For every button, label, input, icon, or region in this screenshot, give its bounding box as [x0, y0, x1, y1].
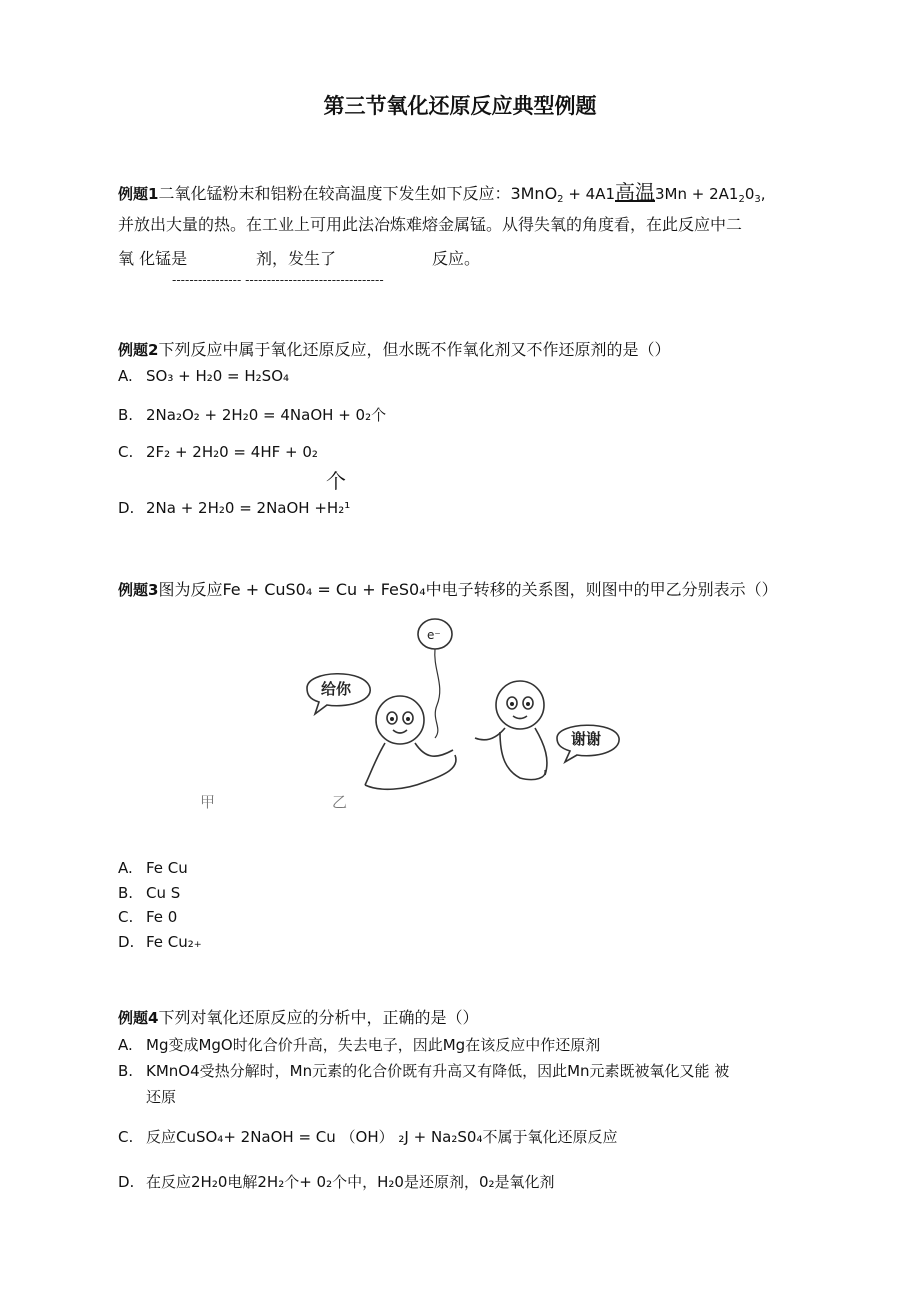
- question-1-line-3b: 剂，发生了: [256, 249, 337, 268]
- label-jia: 甲: [200, 793, 216, 811]
- q3-option-c-text: Fe 0: [146, 908, 178, 926]
- question-1-label: 例题1: [118, 185, 159, 203]
- q2-option-c-letter: C.: [118, 443, 134, 461]
- q2-option-c-arrow: 个: [326, 469, 346, 493]
- question-1-line-1: 例题1二氧化锰粉末和铝粉在较高温度下发生如下反应：3MnO$_2$ + 4A1高温$3Mn + 2A1_20_3$,: [118, 180, 766, 205]
- q4-option-a-letter: A.: [118, 1036, 133, 1054]
- q2-option-c-text: 2F₂ + 2H₂0 = 4HF + 0₂: [146, 443, 318, 461]
- q3-option-c-letter: C.: [118, 908, 134, 926]
- page-title: 第三节氧化还原反应典型例题: [323, 94, 597, 118]
- electron-transfer-illustration: [295, 610, 625, 795]
- label-yi: 乙: [332, 793, 348, 811]
- q3-option-b-text: Cu S: [146, 884, 181, 902]
- q4-option-b-text-cont: 还原: [146, 1088, 177, 1106]
- question-1-line-3a: 氧 化锰是: [118, 249, 188, 268]
- q2-option-b-text: 2Na₂O₂ + 2H₂0 = 4NaOH + 0₂个: [146, 406, 387, 424]
- question-1-line-2: 并放出大量的热。在工业上可用此法冶炼难熔金属锰。从得失氧的角度看，在此反应中二: [118, 215, 743, 234]
- answer-blanks: ---------------- --------------------------------: [172, 273, 384, 287]
- question-4-stem: 例题4下列对氧化还原反应的分析中，正确的是（）: [118, 1008, 479, 1027]
- question-2-stem: 例题2下列反应中属于氧化还原反应，但水既不作氧化剂又不作还原剂的是（）: [118, 340, 671, 359]
- question-2-label: 例题2: [118, 341, 159, 359]
- q2-option-a-text: SO₃ + H₂0 = H₂SO₄: [146, 367, 290, 385]
- q4-option-d-text: 在反应2H₂0电解2H₂个+ 0₂个中，H₂0是还原剂，0₂是氧化剂: [146, 1173, 555, 1191]
- question-1-line-3c: 反应。: [432, 249, 481, 268]
- q2-option-b-letter: B.: [118, 406, 134, 424]
- q3-option-d-letter: D.: [118, 933, 135, 951]
- bubble-right-text: 谢谢: [571, 730, 602, 748]
- q4-option-c-text: 反应CuSO₄+ 2NaOH = Cu （OH） ₂J + Na₂S0₄不属于氧化还原反应: [146, 1128, 618, 1146]
- q2-option-d-text: 2Na + 2H₂0 = 2NaOH +H₂¹: [146, 499, 351, 517]
- q3-option-a-text: Fe Cu: [146, 859, 188, 877]
- q3-option-b-letter: B.: [118, 884, 134, 902]
- question-4-label: 例题4: [118, 1009, 159, 1027]
- q3-option-a-letter: A.: [118, 859, 133, 877]
- question-3-stem: 例题3图为反应Fe + CuS0₄ = Cu + FeS0₄中电子转移的关系图，则图中的甲乙分别表示（）: [118, 580, 778, 599]
- balloon-label: e⁻: [427, 628, 441, 642]
- q4-option-d-letter: D.: [118, 1173, 135, 1191]
- q3-option-d-text: Fe Cu₂₊: [146, 933, 202, 951]
- bubble-left-text: 给你: [321, 680, 352, 698]
- q4-option-b-letter: B.: [118, 1062, 134, 1080]
- q4-option-c-letter: C.: [118, 1128, 134, 1146]
- q4-option-b-text: KMnO4受热分解时，Mn元素的化合价既有升高又有降低，因此Mn元素既被氧化又能 被: [146, 1062, 730, 1080]
- reaction-condition: 高温: [615, 180, 655, 204]
- q2-option-a-letter: A.: [118, 367, 133, 385]
- question-3-label: 例题3: [118, 581, 159, 599]
- q2-option-d-letter: D.: [118, 499, 135, 517]
- q4-option-a-text: Mg变成MgO时化合价升高，失去电子，因此Mg在该反应中作还原剂: [146, 1036, 601, 1054]
